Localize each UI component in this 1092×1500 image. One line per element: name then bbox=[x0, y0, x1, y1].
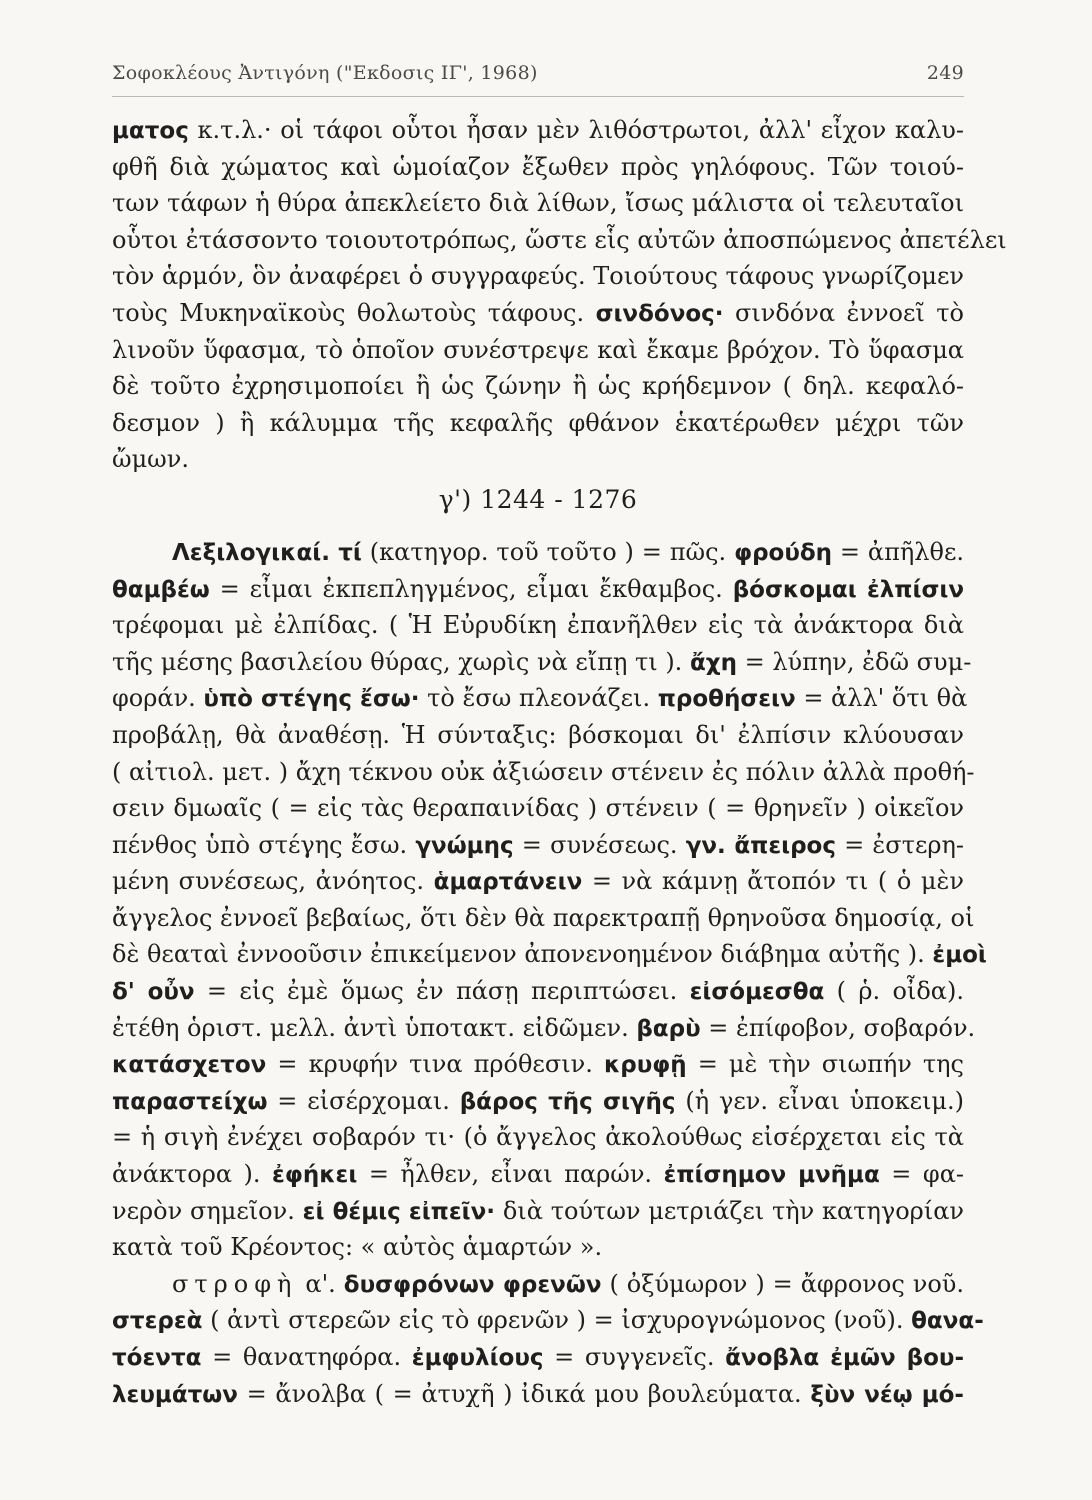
text-run: μένη συνέσεως, ἀνόητος. bbox=[112, 867, 434, 896]
text-run: = κρυφήν τινα πρόθεσιν. bbox=[266, 1050, 604, 1079]
text-run: φοράν. bbox=[112, 684, 204, 713]
text-run: α'. bbox=[297, 1269, 344, 1298]
text-line bbox=[112, 1302, 984, 1339]
text-run: ἐτέθη ὁριστ. μελλ. ἀντὶ ὑποτακτ. εἰδῶμεν. bbox=[112, 1013, 637, 1042]
text-run: των τάφων ἡ θύρα ἀπεκλείετο διὰ λίθων, ἴσως μάλιστα οἱ τελευταῖοι bbox=[112, 189, 964, 218]
running-header bbox=[112, 62, 964, 84]
text-line bbox=[112, 827, 964, 864]
lemma-term: σινδόνος· bbox=[595, 300, 724, 327]
running-title: Σοφοκλέους Ἀντιγόνη ("Εκδοσις ΙΓ', 1968) bbox=[112, 62, 538, 84]
text-line bbox=[112, 1119, 964, 1156]
header-rule bbox=[112, 96, 964, 97]
text-run: τῆς μέσης βασιλείου θύρας, χωρὶς νὰ εἴπῃ τι ). bbox=[112, 647, 690, 676]
text-run: = ἀλλ' ὅτι θὰ bbox=[795, 684, 968, 713]
intro-paragraph bbox=[112, 112, 1007, 478]
text-line bbox=[112, 717, 964, 754]
text-run: τρέφομαι μὲ ἐλπίδας. ( Ἡ Εὐρυδίκη ἐπανῆλθεν εἰς τὰ ἀνάκτορα διὰ bbox=[112, 611, 964, 640]
text-run: = συνέσεως. bbox=[513, 830, 686, 859]
lemma-term: ἁμαρτάνειν bbox=[433, 869, 583, 896]
text-run: (ἡ γεν. εἶναι ὑποκειμ.) bbox=[675, 1086, 964, 1115]
text-run: = φα- bbox=[879, 1160, 965, 1189]
text-run: ἄγγελος ἐννοεῖ βεβαίως, ὅτι δὲν θὰ παρεκτραπῇ θρηνοῦσα δημοσίᾳ, οἱ bbox=[112, 903, 975, 932]
text-line bbox=[112, 1229, 964, 1266]
text-run: = εἶμαι ἐκπεπληγμένος, εἶμαι ἔκθαμβος. bbox=[209, 574, 733, 603]
section-heading: γ') 1244 - 1276 bbox=[438, 484, 638, 514]
text-run: ( αἰτιολ. μετ. ) ἄχη τέκνου οὐκ ἀξιώσειν στένειν ἐς πόλιν ἀλλὰ προθή- bbox=[112, 757, 975, 786]
lemma-term: θανα- bbox=[911, 1308, 984, 1335]
text-line bbox=[112, 1010, 976, 1047]
text-run: τοὺς Μυκηναϊκοὺς θολωτοὺς τάφους. bbox=[112, 298, 596, 327]
text-run: δὲ θεαταὶ ἐννοοῦσιν ἐπικείμενον ἀπονενοημένον διάβημα αὐτῆς ). bbox=[112, 940, 933, 969]
text-line bbox=[112, 644, 972, 681]
lemma-term: κρυφῇ bbox=[603, 1052, 687, 1079]
text-run: = μὲ τὴν σιωπήν της bbox=[686, 1050, 964, 1079]
text-run: = ἄνολβα ( = ἀτυχῆ ) ἰδικά μου βουλεύματα. bbox=[237, 1379, 811, 1408]
text-run: = ἡ σιγὴ ἐνέχει σοβαρόν τι· (ὁ ἄγγελος ἀκολούθως εἰσέρχεται εἰς τὰ bbox=[112, 1123, 964, 1152]
text-line bbox=[112, 1156, 964, 1193]
text-run: = ἐπίφοβον, σοβαρόν. bbox=[700, 1013, 976, 1042]
text-run: οὗτοι ἐτάσσοντο τοιουτοτρόπως, ὥστε εἷς αὐτῶν ἀποσπώμενος ἀπετέλει bbox=[112, 225, 1007, 254]
text-line bbox=[112, 900, 975, 937]
lemma-term: εἰσόμεσθα bbox=[689, 979, 825, 1006]
text-run: = ἦλθεν, εἶναι παρών. bbox=[357, 1160, 664, 1189]
text-run: = εἰσέρχομαι. bbox=[267, 1086, 460, 1115]
text-line bbox=[112, 607, 964, 644]
text-run: κ.τ.λ.· οἱ τάφοι οὗτοι ἦσαν μὲν λιθόστρωτοι, ἀλλ' εἶχον καλυ- bbox=[188, 116, 964, 144]
lemma-term: γν. ἄπειρος bbox=[685, 832, 836, 859]
lemma-term: βαρὺ bbox=[636, 1015, 701, 1042]
text-line bbox=[112, 295, 964, 332]
text-run: σινδόνα ἐννοεῖ τὸ bbox=[723, 298, 965, 327]
lemma-term: ἄνοβλα ἐμῶν βου- bbox=[725, 1345, 964, 1371]
text-line bbox=[112, 1376, 964, 1413]
text-line bbox=[112, 112, 964, 149]
lemma-term: κατάσχετον bbox=[112, 1052, 267, 1079]
lemma-term: παραστείχω bbox=[112, 1088, 268, 1115]
text-run: πένθος ὑπὸ στέγης ἔσω. bbox=[112, 830, 416, 859]
text-line bbox=[112, 754, 975, 791]
lemma-term: προθήσειν bbox=[657, 686, 796, 713]
text-run: ἀνάκτορα ). bbox=[112, 1160, 273, 1189]
text-run: νερὸν σημεῖον. bbox=[112, 1196, 303, 1225]
lemma-term: βόσκομαι ἐλπίσιν bbox=[732, 576, 964, 603]
lemma-term: δ' οὖν bbox=[112, 979, 195, 1006]
text-run: λινοῦν ὕφασμα, τὸ ὁποῖον συνέστρεψε καὶ ἔκαμε βρόχον. Τὸ ὕφασμα bbox=[112, 335, 964, 364]
text-run: τὸν ἁρμόν, ὃν ἀναφέρει ὁ συγγραφεύς. Τοιούτους τάφους γνωρίζομεν bbox=[112, 262, 965, 291]
lemma-term: δυσφρόνων φρενῶν bbox=[343, 1271, 602, 1298]
page-number: 249 bbox=[926, 62, 964, 84]
text-line bbox=[112, 571, 964, 608]
lemma-term: ἄχη bbox=[689, 649, 737, 676]
lemma-term: τόεντα bbox=[112, 1345, 202, 1371]
lemma-term: ἐμφυλίους bbox=[411, 1345, 544, 1371]
text-run: = νὰ κάμνῃ ἄτοπόν τι ( ὁ μὲν bbox=[582, 867, 965, 896]
text-run: = εἰς ἐμὲ ὅμως ἐν πάσῃ περιπτώσει. bbox=[194, 977, 690, 1006]
text-line bbox=[112, 149, 964, 186]
text-run: διὰ τούτων μετριάζει τὴν κατηγορίαν bbox=[495, 1196, 964, 1225]
text-line bbox=[112, 405, 964, 442]
lemma-term: θαμβέω bbox=[112, 576, 210, 603]
lemma-term: γνώμης bbox=[415, 832, 514, 859]
glossary-paragraph bbox=[112, 534, 987, 1412]
lemma-term: ἐπίσημον μνῆμα bbox=[663, 1162, 880, 1189]
lemma-term: ξὺν νέῳ μό- bbox=[810, 1381, 964, 1408]
lemma-term: ὑπὸ στέγης ἔσω· bbox=[203, 686, 420, 713]
text-line bbox=[112, 1266, 964, 1303]
text-run: σειν δμωαῖς ( = εἰς τὰς θεραπαινίδας ) στένειν ( = θρηνεῖν ) οἰκεῖον bbox=[112, 794, 964, 823]
text-line bbox=[112, 863, 964, 900]
strophe-label: στροφὴ bbox=[172, 1269, 298, 1298]
text-line bbox=[112, 1083, 964, 1120]
lemma-term: εἰ θέμις εἰπεῖν· bbox=[302, 1198, 496, 1225]
lemma-term: φρούδη bbox=[734, 539, 833, 566]
lemma-term: στερεὰ bbox=[112, 1308, 203, 1335]
text-line bbox=[112, 534, 964, 571]
lemma-term: λευμάτων bbox=[112, 1381, 238, 1408]
lemma-term: ἐφήκει bbox=[272, 1162, 358, 1189]
text-run: ( ὀξύμωρον ) = ἄφρονος νοῦ. bbox=[601, 1269, 964, 1298]
text-line bbox=[112, 1046, 964, 1083]
text-run: = ἀπῆλθε. bbox=[832, 537, 965, 566]
lemma-term: βάρος τῆς σιγῆς bbox=[459, 1088, 676, 1115]
text-line bbox=[112, 258, 964, 295]
text-run: = ἐστερη- bbox=[835, 830, 965, 859]
text-run: προβάλῃ, θὰ ἀναθέσῃ. Ἡ σύνταξις: βόσκομαι δι' ἐλπίσιν κλύουσαν bbox=[112, 720, 964, 749]
text-run: = θανατηφόρα. bbox=[201, 1343, 412, 1371]
text-line bbox=[112, 680, 968, 717]
text-run: ὤμων. bbox=[112, 445, 189, 474]
text-line bbox=[112, 441, 964, 478]
text-line bbox=[112, 332, 964, 369]
text-line bbox=[112, 185, 964, 222]
text-run: τὸ ἔσω πλεονάζει. bbox=[419, 684, 658, 713]
text-run: ( ἀντὶ στερεῶν εἰς τὸ φρενῶν ) = ἰσχυρογνώμονος (νοῦ). bbox=[202, 1306, 912, 1335]
text-body bbox=[112, 112, 1007, 1412]
text-run: κατὰ τοῦ Κρέοντος: « αὐτὸς ἁμαρτών ». bbox=[112, 1233, 603, 1262]
text-line bbox=[112, 1193, 964, 1230]
text-line bbox=[112, 368, 964, 405]
text-run: φθῆ διὰ χώματος καὶ ὡμοίαζον ἔξωθεν πρὸς γηλόφους. Τῶν τοιού- bbox=[112, 152, 964, 181]
text-run: = λύπην, ἐδῶ συμ- bbox=[736, 647, 972, 676]
text-run: (κατηγορ. τοῦ τοῦτο ) = πῶς. bbox=[361, 537, 735, 566]
text-run: ( ῥ. οἶδα). bbox=[824, 977, 964, 1006]
text-run: = συγγενεῖς. bbox=[543, 1343, 726, 1371]
text-line bbox=[112, 973, 964, 1010]
text-line bbox=[112, 222, 1007, 259]
text-run: δὲ τοῦτο ἐχρησιμοποίει ἢ ὡς ζώνην ἢ ὡς κρήδεμνον ( δηλ. κεφαλό- bbox=[112, 372, 964, 401]
text-line bbox=[112, 1339, 964, 1376]
lemma-term: ματος bbox=[112, 118, 189, 144]
lemma-term: Λεξιλογικαί. τί bbox=[172, 539, 362, 566]
lemma-term: ἐμοὶ bbox=[932, 942, 987, 969]
text-run: δεσμον ) ἢ κάλυμμα τῆς κεφαλῆς φθάνον ἑκατέρωθεν μέχρι τῶν bbox=[112, 408, 964, 437]
text-line bbox=[112, 790, 964, 827]
text-line bbox=[112, 936, 987, 973]
